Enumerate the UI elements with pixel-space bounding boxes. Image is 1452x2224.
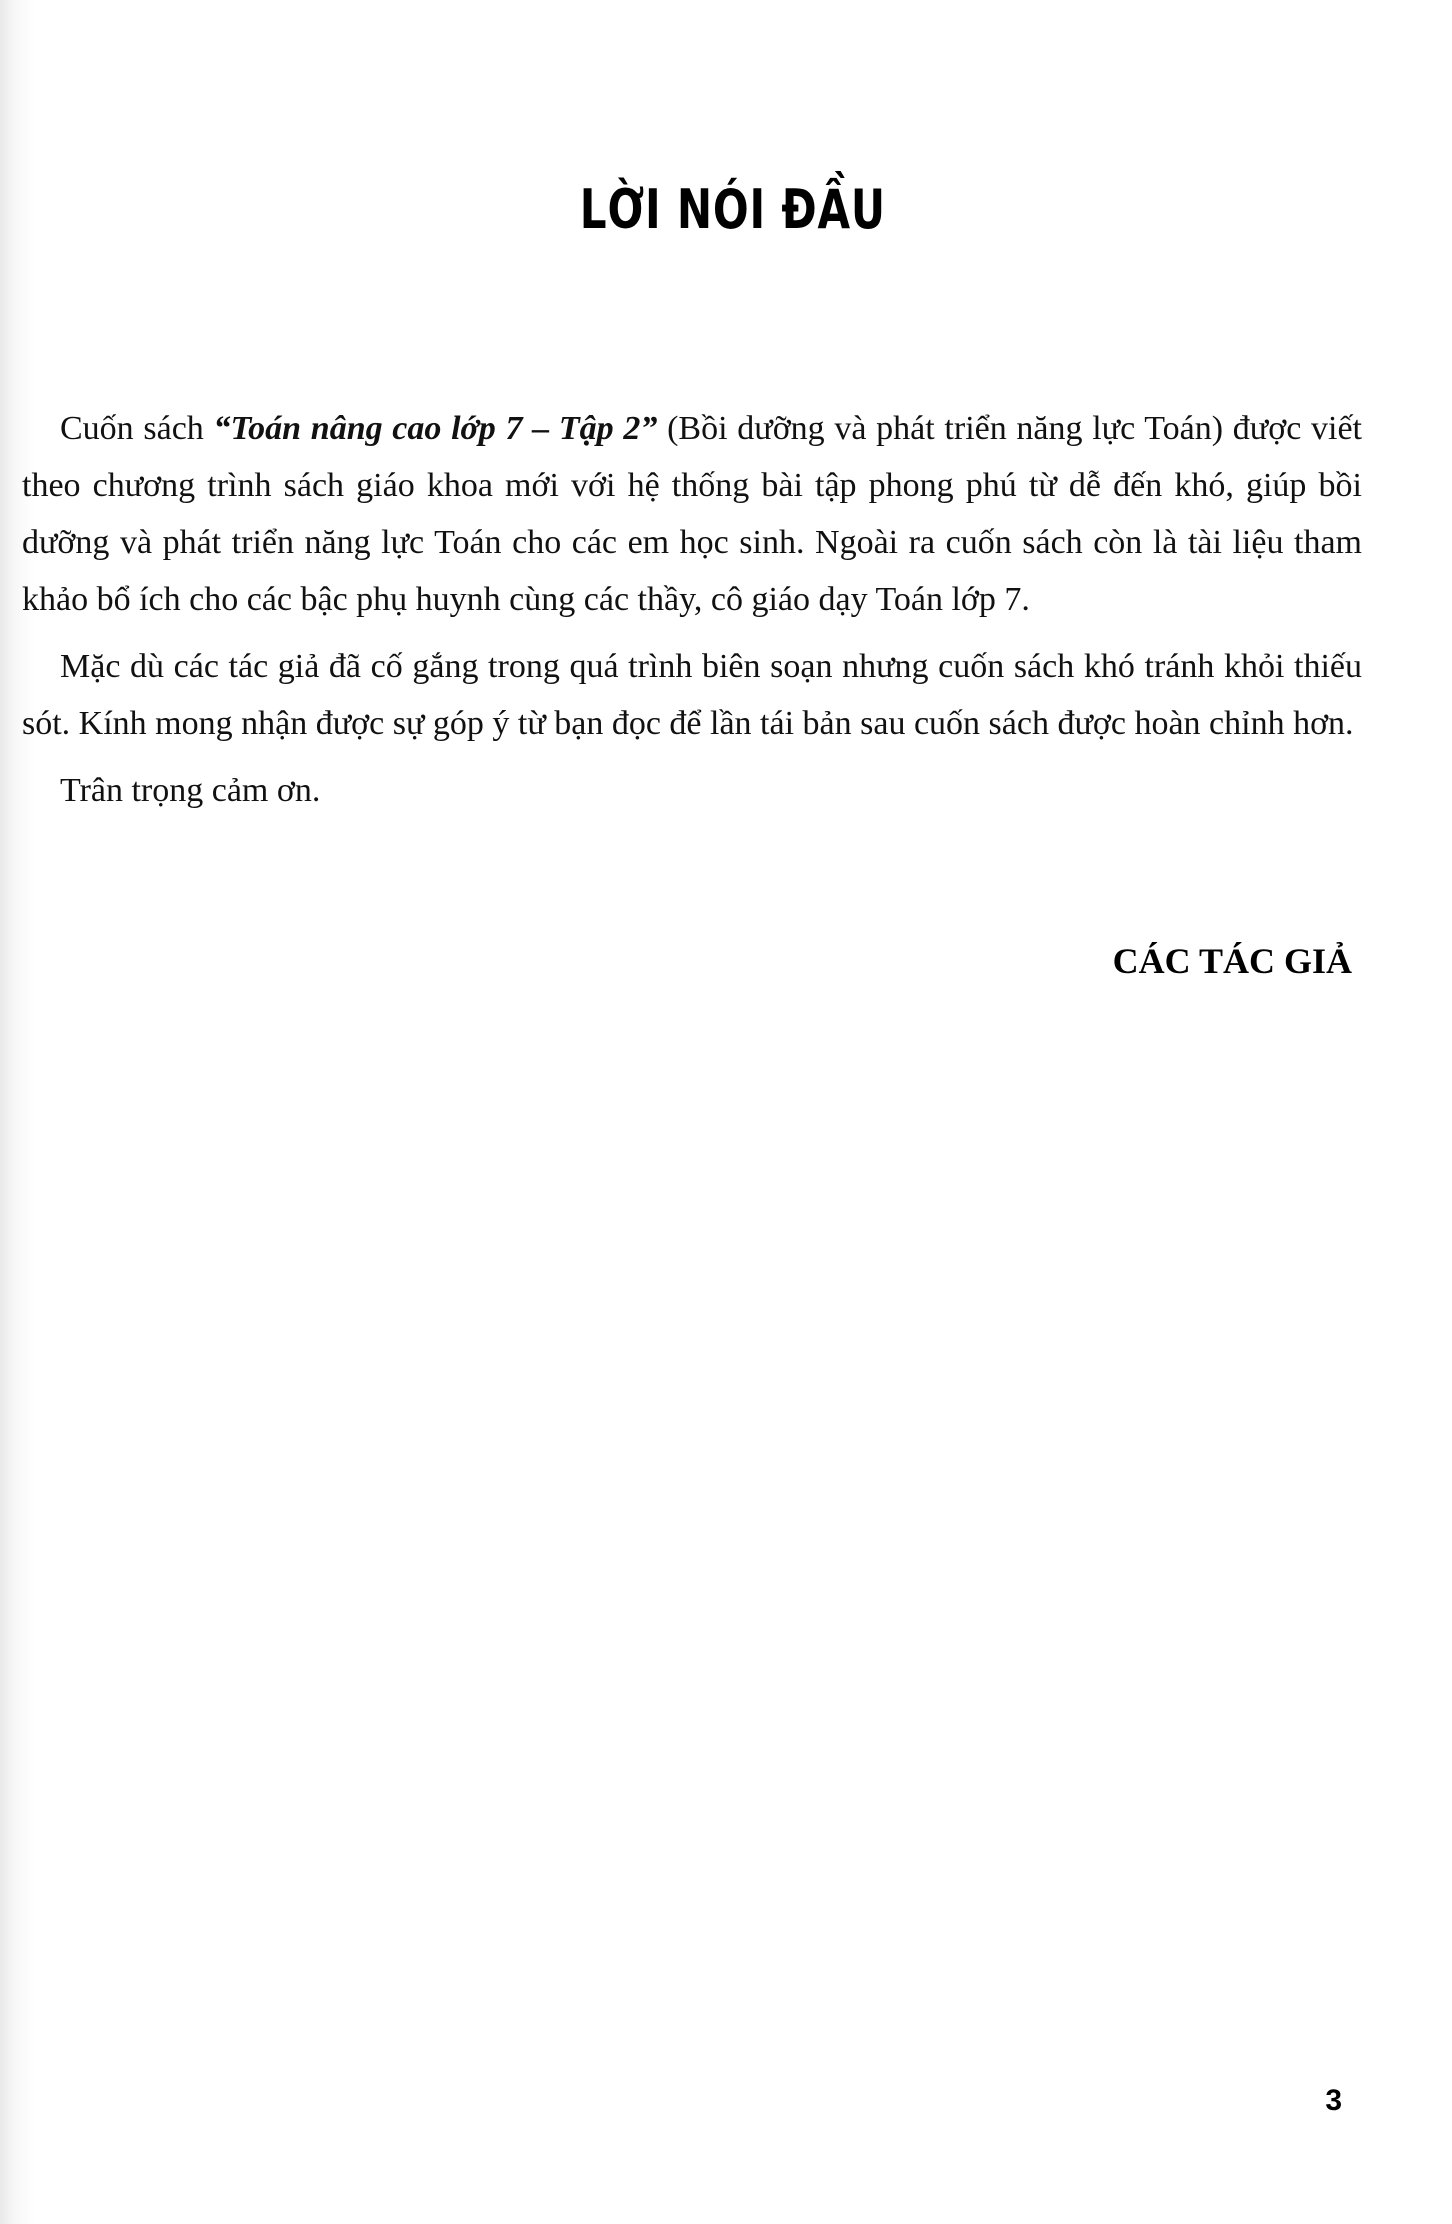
paragraph-intro (22, 400, 1362, 628)
preface-body (22, 400, 1362, 829)
book-title: “Toán nâng cao lớp 7 – Tập 2” (213, 410, 658, 447)
page-title: LỜI NÓI ĐẦU (579, 178, 886, 241)
paragraph-intro-rest: (Bồi dưỡng và phát triển năng lực Toán) được viết theo chương trình sách giáo khoa mới với hệ thống bài tập phong phú từ dễ đến khó, giúp bồi dưỡng và phát triển năng lực Toán cho các em học sinh. Ngoài ra cuốn sách còn là tài liệu tham khảo bổ ích cho các bậc phụ huynh cùng các thầy, cô giáo dạy Toán lớp 7. (22, 410, 1362, 618)
paragraph-thanks: Trân trọng cảm ơn. (60, 772, 321, 809)
page-number: 3 (1325, 2084, 1342, 2117)
authors-signature: CÁC TÁC GIẢ (1112, 941, 1352, 981)
paragraph-apology: Mặc dù các tác giả đã cố gắng trong quá trình biên soạn nhưng cuốn sách khó tránh khỏi thiếu sót. Kính mong nhận được sự góp ý từ bạn đọc để lần tái bản sau cuốn sách được hoàn chỉnh hơn. (22, 648, 1362, 742)
paragraph-intro-start: Cuốn sách (60, 410, 214, 447)
